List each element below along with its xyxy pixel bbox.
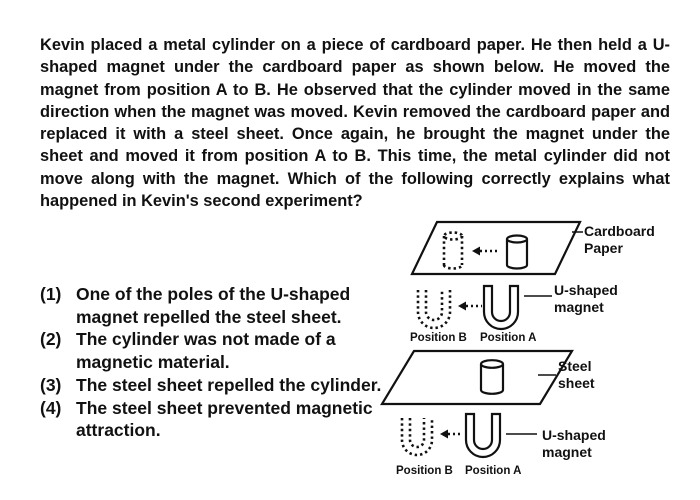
- option-number: (1): [40, 284, 62, 304]
- magnet-dotted-outline: [402, 418, 432, 455]
- position-a-label: Position A: [480, 332, 537, 344]
- option-text: The steel sheet repelled the cylinder.: [76, 374, 382, 395]
- magnet-arrow-left: [440, 430, 462, 439]
- cardboard-label-line1: Cardboard: [584, 223, 655, 239]
- option-text: One of the poles of the U-shaped magnet repelled the steel sheet.: [76, 284, 351, 327]
- steel-label-line1: Steel: [558, 358, 592, 374]
- magnet-label-line2: magnet: [542, 444, 592, 460]
- u-shaped-magnet: [466, 414, 500, 457]
- steel-sheet: [382, 351, 572, 404]
- cardboard-label-line2: Paper: [584, 240, 623, 256]
- cardboard-sheet: [412, 222, 580, 274]
- position-a-label: Position A: [465, 465, 522, 477]
- position-b-label: Position B: [396, 465, 453, 477]
- u-shaped-magnet: [484, 286, 518, 329]
- option-number: (2): [40, 329, 62, 350]
- option-text: The steel sheet prevented magnetic attraction.: [76, 397, 373, 441]
- position-b-label: Position B: [410, 332, 467, 344]
- steel-label-line2: sheet: [558, 375, 595, 391]
- magnet-label-line1: U-shaped: [554, 282, 618, 298]
- option-text: The cylinder was not made of a magnetic material.: [76, 329, 336, 373]
- cardboard-experiment: [410, 222, 655, 344]
- magnet-dotted-outline: [418, 290, 450, 328]
- magnet-arrow-left: [458, 302, 482, 311]
- option-number: (3): [40, 374, 62, 395]
- steel-sheet-experiment: [382, 351, 606, 477]
- magnet-label-line2: magnet: [554, 299, 604, 315]
- metal-cylinder: [507, 236, 527, 269]
- magnet-label-line1: U-shaped: [542, 427, 606, 443]
- question-text: Kevin placed a metal cylinder on a piece of cardboard paper. He then held a U-shaped magnet under the cardboard paper as shown below. He moved the magnet from position A to B. He observed that the cylinder moved in the same direction when the magnet was moved. Kevin removed the cardboard paper and replaced it with a steel sheet. Once again, he brought the magnet under the sheet and moved it from position A to B. This time, the metal cylinder did not move along with the magnet. Which of the following correctly explains what happened in Kevin's second experiment?: [40, 36, 670, 211]
- metal-cylinder: [481, 360, 503, 394]
- option-number: (4): [40, 397, 62, 418]
